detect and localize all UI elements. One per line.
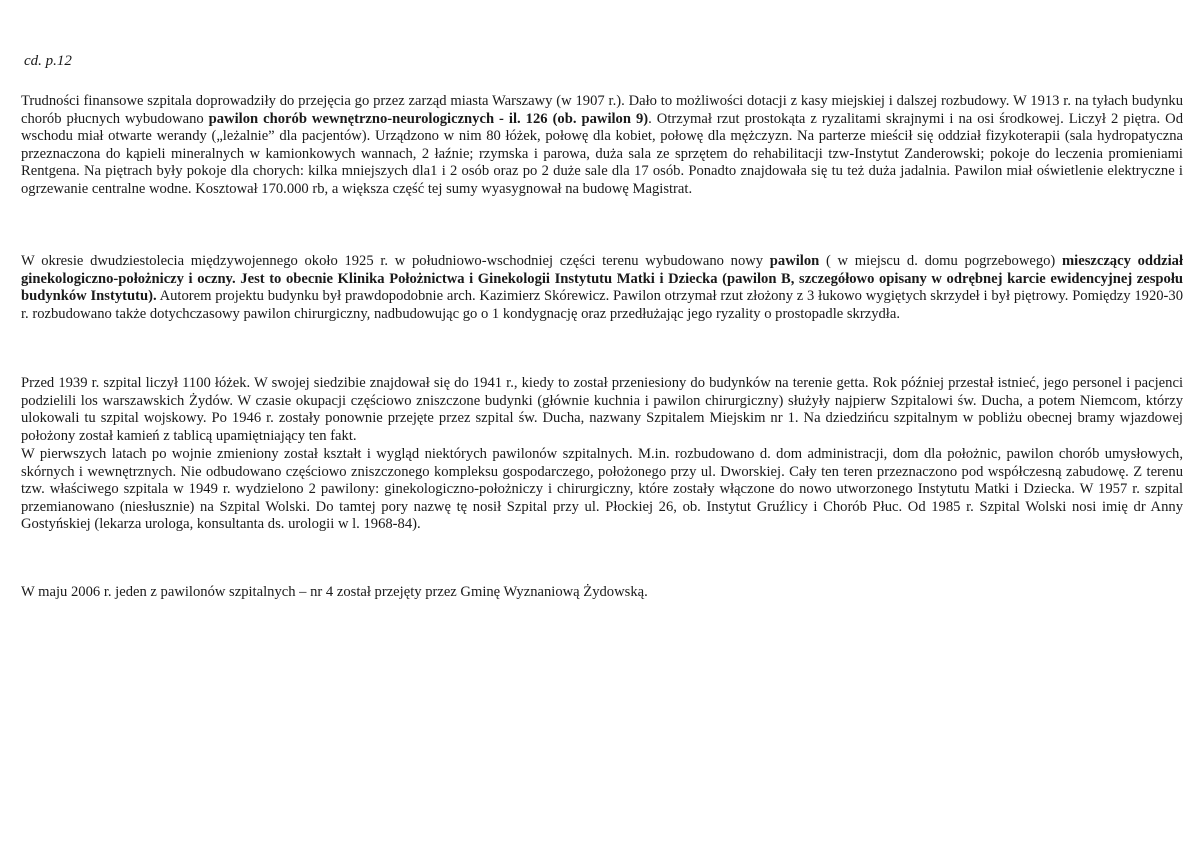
paragraph-2-text-a: W okresie dwudziestolecia międzywojennego około 1925 r. w południowo-wschodniej części terenu wybudowano nowy (21, 253, 770, 269)
paragraph-4: W pierwszych latach po wojnie zmieniony został kształt i wygląd niektórych pawilonów szpitalnych. M.in. rozbudowano d. dom administracji, dom dla położnic, pawilon chorób umysłowych, skórnych i wewnętrznych. Nie odbudowano częściowo zniszczonego kompleksu gospodarczego, położonego przy ul. Dworskiej. Cały ten teren przeznaczono pod współczesną zabudowę. Z terenu tzw. właściwego szpitala w 1949 r. wydzielono 2 pawilony: ginekologiczno-położniczy i chirurgiczny, które zostały włączone do nowo utworzonego Instytutu Matki i Dziecka. W 1957 r. szpital przemianowano (niesłusznie) na Szpital Wolski. Do tamtej pory nazwę tę nosił Szpital przy ul. Płockiej 26, ob. Instytut Gruźlicy i Chorób Płuc. Od 1985 r. Szpital Wolski nosi imię dr Anny Gostyńskiej (lekarza urologa, konsultanta ds. urologii w l. 1968-84). (21, 446, 1183, 533)
paragraph-2-text-b: ( w miejscu d. domu pogrzebowego) (819, 253, 1062, 269)
paragraph-5: W maju 2006 r. jeden z pawilonów szpitalnych – nr 4 został przejęty przez Gminę Wyznaniową Żydowską. (21, 584, 648, 600)
paragraph-2-text-c: Autorem projektu budynku był prawdopodobnie arch. Kazimierz Skórewicz. Pawilon otrzymał rzut złożony z 3 łukowo wygiętych skrzydeł i był piętrowy. Pomiędzy 1920-30 r. rozbudowano także dotychczasowy pawilon chirurgiczny, nadbudowując go o 1 kondygnację oraz przedłużając jego ryzality o prostopadle skrzydła. (21, 288, 1183, 322)
page-continuation-heading: cd. p.12 (24, 53, 72, 69)
paragraph-1 (21, 93, 1183, 199)
paragraph-2-bold-b: mieszczący oddział ginekologiczno-położniczy i oczny. Jest to obecnie Klinika Położnictwa i Ginekologii Instytutu Matki i Dziecka (pawilon B, szczegółowo opisany w odrębnej karcie ewidencyjnej zespołu budynków Instytutu). (21, 253, 1183, 305)
paragraph-1-text-b: . Otrzymał rzut prostokąta z ryzalitami skrajnymi i na osi środkowej. Liczył 2 piętra. Od wschodu miał otwarte werandy („leżalnie” dla pacjentów). Urządzono w nim 80 łóżek, połowę dla kobiet, połowę dla mężczyzn. Na parterze mieścił się oddział fizykoterapii (sala hydropatyczna przeznaczona do kąpieli mineralnych w kamionkowych wannach, 2 łaźnie; rzymska i parowa, duża sala ze sprzętem do rehabilitacji tzw-Instytut Zanderowski; pokoje do leczenia promieniami Rentgena. Na piętrach były pokoje dla chorych: kilka mniejszych dla1 i 2 osób oraz po 2 duże sale dla 17 osób. Ponadto znajdowała się tu też duża jadalnia. Pawilon miał oświetlenie elektryczne i ogrzewanie centralne wodne. Kosztował 170.000 rb, a większa część tej sumy wyasygnował na budowę Magistrat. (21, 110, 1183, 197)
paragraph-1-bold-a: pawilon chorób wewnętrzno-neurologicznych - il. 126 (ob. pawilon 9) (208, 110, 649, 127)
paragraph-1-text-a: Trudności finansowe szpitala doprowadziły do przejęcia go przez zarząd miasta Warszawy (w 1907 r.). Dało to możliwości dotacji z kasy miejskiej i dalszej rozbudowy. W 1913 r. na tyłach budynku chorób płucnych wybudowano (21, 93, 1183, 127)
paragraph-3: Przed 1939 r. szpital liczył 1100 łóżek. W swojej siedzibie znajdował się do 1941 r., kiedy to został przeniesiony do budynków na terenie getta. Rok później przestał istnieć, jego personel i pacjenci podzielili los warszawskich Żydów. W czasie okupacji częściowo zniszczone budynki (głównie kuchnia i pawilon chirurgiczny) służyły najpierw Szpitalowi św. Ducha, a potem Niemcom, którzy ulokowali tu szpital wojskowy. Po 1946 r. zostały ponownie przejęte przez szpital św. Ducha, nazwany Szpitalem Miejskim nr 1. Na dziedzińcu szpitalnym w pobliżu obecnej bramy wjazdowej położony został kamień z tablicą upamiętniający ten fakt. (21, 375, 1183, 444)
paragraph-2-bold-a: pawilon (769, 253, 820, 269)
paragraph-2 (21, 253, 1183, 323)
document-page (21, 0, 1183, 852)
